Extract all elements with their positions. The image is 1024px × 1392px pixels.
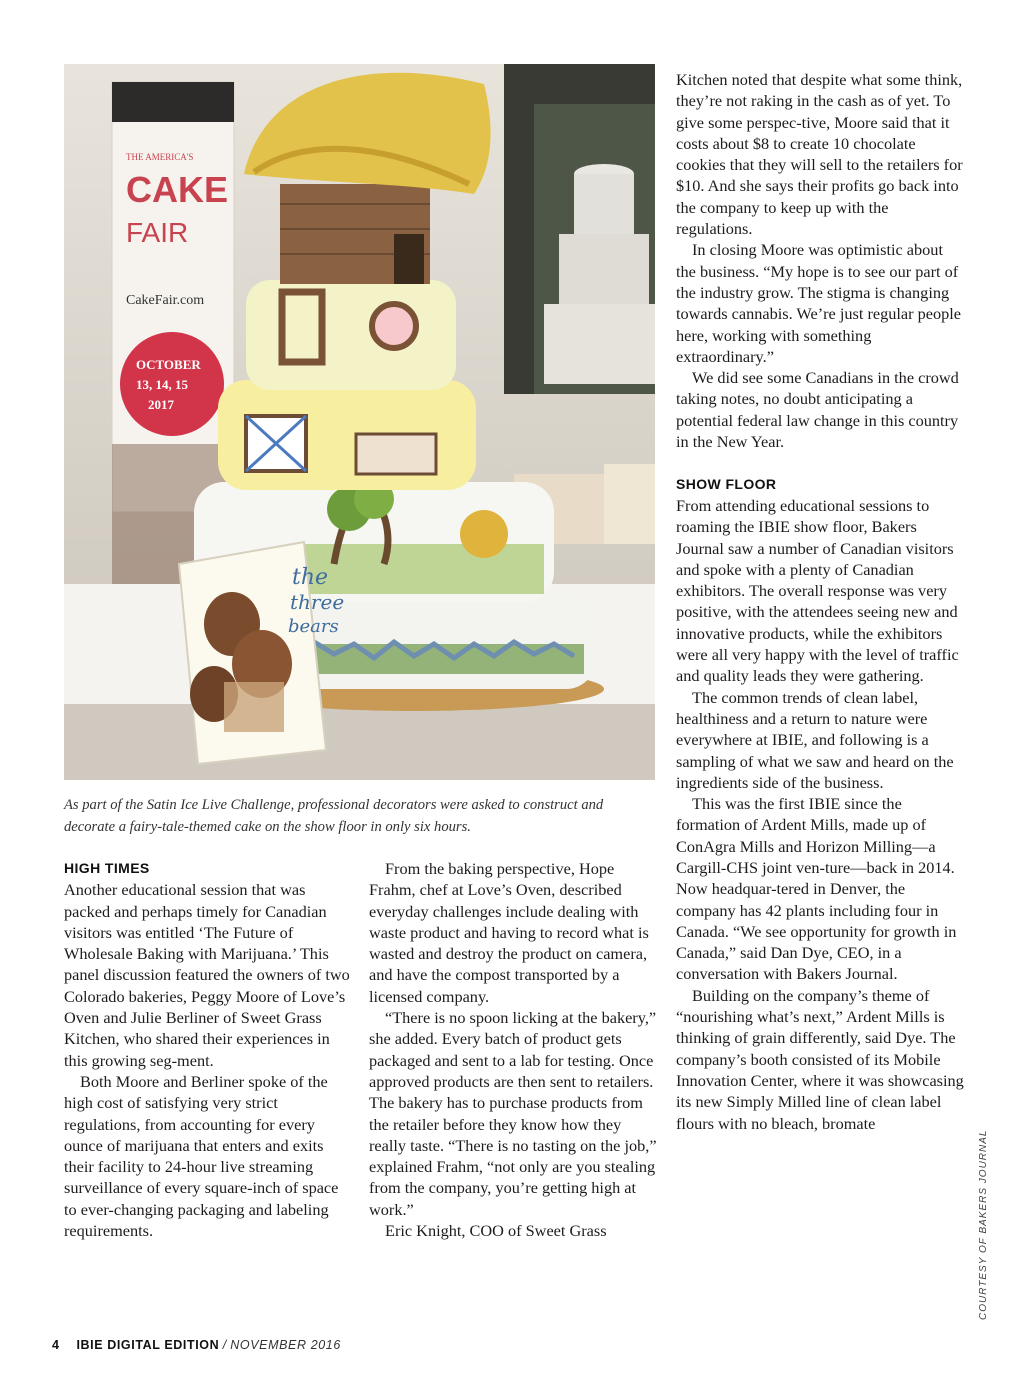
banner-line-1: THE AMERICA'S: [126, 152, 194, 162]
book-title-1: the: [292, 565, 329, 590]
banner-line-7: 2017: [148, 397, 174, 412]
banner-line-5: OCTOBER: [136, 357, 201, 372]
paragraph: Eric Knight, COO of Sweet Grass: [385, 1221, 607, 1241]
paragraph: Building on the company’s theme of “nourishing what’s next,” Ardent Mills is thinking of grain differently, said Dye. The company’s booth consisted of its Mobile Innovation Center, where it was showcasing its new Simply Milled line of clean label flours with no bleach, bromate: [676, 985, 964, 1133]
heading-show-floor: SHOW FLOOR: [676, 475, 777, 492]
paragraph: Kitchen noted that despite what some think, they’re not raking in the cash as of yet. To give some perspec-tive, Moore said that it costs about $8 to create 10 chocolate cookies that they will sell to the retailers for $10. And she says their profits go back into the company to keep up with the regulations.: [676, 70, 963, 239]
column-2: [369, 858, 659, 1241]
book-title-3: bears: [288, 616, 339, 637]
spacer: [676, 452, 964, 473]
banner-line-2: CAKE: [126, 169, 229, 210]
heading-high-times: HIGH TIMES: [64, 860, 150, 876]
photo-credit: COURTESY OF BAKERS JOURNAL: [978, 1129, 989, 1320]
photo-caption: As part of the Satin Ice Live Challenge, professional decorators were asked to construct and decorate a fairy-tale-themed cake on the show floor in only six hours.: [64, 797, 604, 835]
paragraph: We did see some Canadians in the crowd taking notes, no doubt anticipating a potential federal law change in this country in the New Year.: [676, 368, 959, 452]
paragraph: The common trends of clean label, healthiness and a return to nature were everywhere at IBIE, and following is a sampling of what we saw and heard on the ingredients side of the business.: [676, 687, 954, 792]
paragraph: From the baking perspective, Hope Frahm, chef at Love’s Oven, described everyday challenges include dealing with waste product and having to record what is wasted and destroy the product on camera, and have the compost transported by a licensed company.: [369, 859, 649, 1006]
paragraph: In closing Moore was optimistic about the business. “My hope is to see our part of the industry grow. The stigma is changing towards cannabis. We’re just regular people here, working with something extraordinary.”: [676, 240, 962, 366]
page-footer: [52, 1338, 341, 1352]
banner-line-3: FAIR: [126, 217, 189, 248]
footer-separator: /: [222, 1338, 227, 1352]
banner-line-6: 13, 14, 15: [136, 377, 188, 392]
paragraph: From attending educational sessions to roaming the IBIE show floor, Bakers Journal saw a number of Canadian visitors and spoke with a plenty of Canadian exhibitors. The overall response was very positive, with the attendees seeing new and innovative products, while the exhibitors were all very happy with the level of traffic and quality leads they were gathering.: [676, 495, 959, 686]
page-number: 4: [52, 1338, 59, 1352]
column-1: [64, 858, 354, 1241]
book-title-2: three: [290, 590, 345, 614]
publication-name: IBIE DIGITAL EDITION: [76, 1338, 220, 1352]
column-3: [676, 69, 964, 1134]
paragraph: This was the first IBIE since the formation of Ardent Mills, made up of ConAgra Mills and Horizon Milling—a Cargill-CHS joint ven-ture—back in 2014. Now headquar-tered in Denver, the company has 42 plants including four in Canada. “We see opportunity for growth in Canada,” said Dan Dye, CEO, in a conversation with Bakers Journal.: [676, 794, 957, 984]
cake-photo: [64, 64, 655, 780]
banner-line-4: CakeFair.com: [126, 293, 205, 308]
paragraph: “There is no spoon licking at the bakery,” she added. Every batch of product gets packaged and sent to a lab for testing. Once approved products are then sent to retailers. The bakery has to purchase products from the retailer before they know how they really taste. “There is no tasting on the job,” explained Frahm, “not only are you stealing from the company, you’re getting high at work.”: [369, 1008, 657, 1219]
paragraph: Both Moore and Berliner spoke of the high cost of satisfying very strict regulations, from accounting for every ounce of marijuana that enters and exits their facility to 24-hour live streaming surveillance of every square-inch of space to ever-changing packaging and labeling requirements.: [64, 1071, 339, 1241]
paragraph: Another educational session that was packed and perhaps timely for Canadian visitors was entitled ‘The Future of Wholesale Baking with Marijuana.’ This panel discussion featured the owners of two Colorado bakeries, Peggy Moore of Love’s Oven and Julie Berliner of Sweet Grass Kitchen, who shared their experiences in this growing seg-ment.: [64, 880, 350, 1070]
issue-date: NOVEMBER 2016: [230, 1338, 341, 1352]
